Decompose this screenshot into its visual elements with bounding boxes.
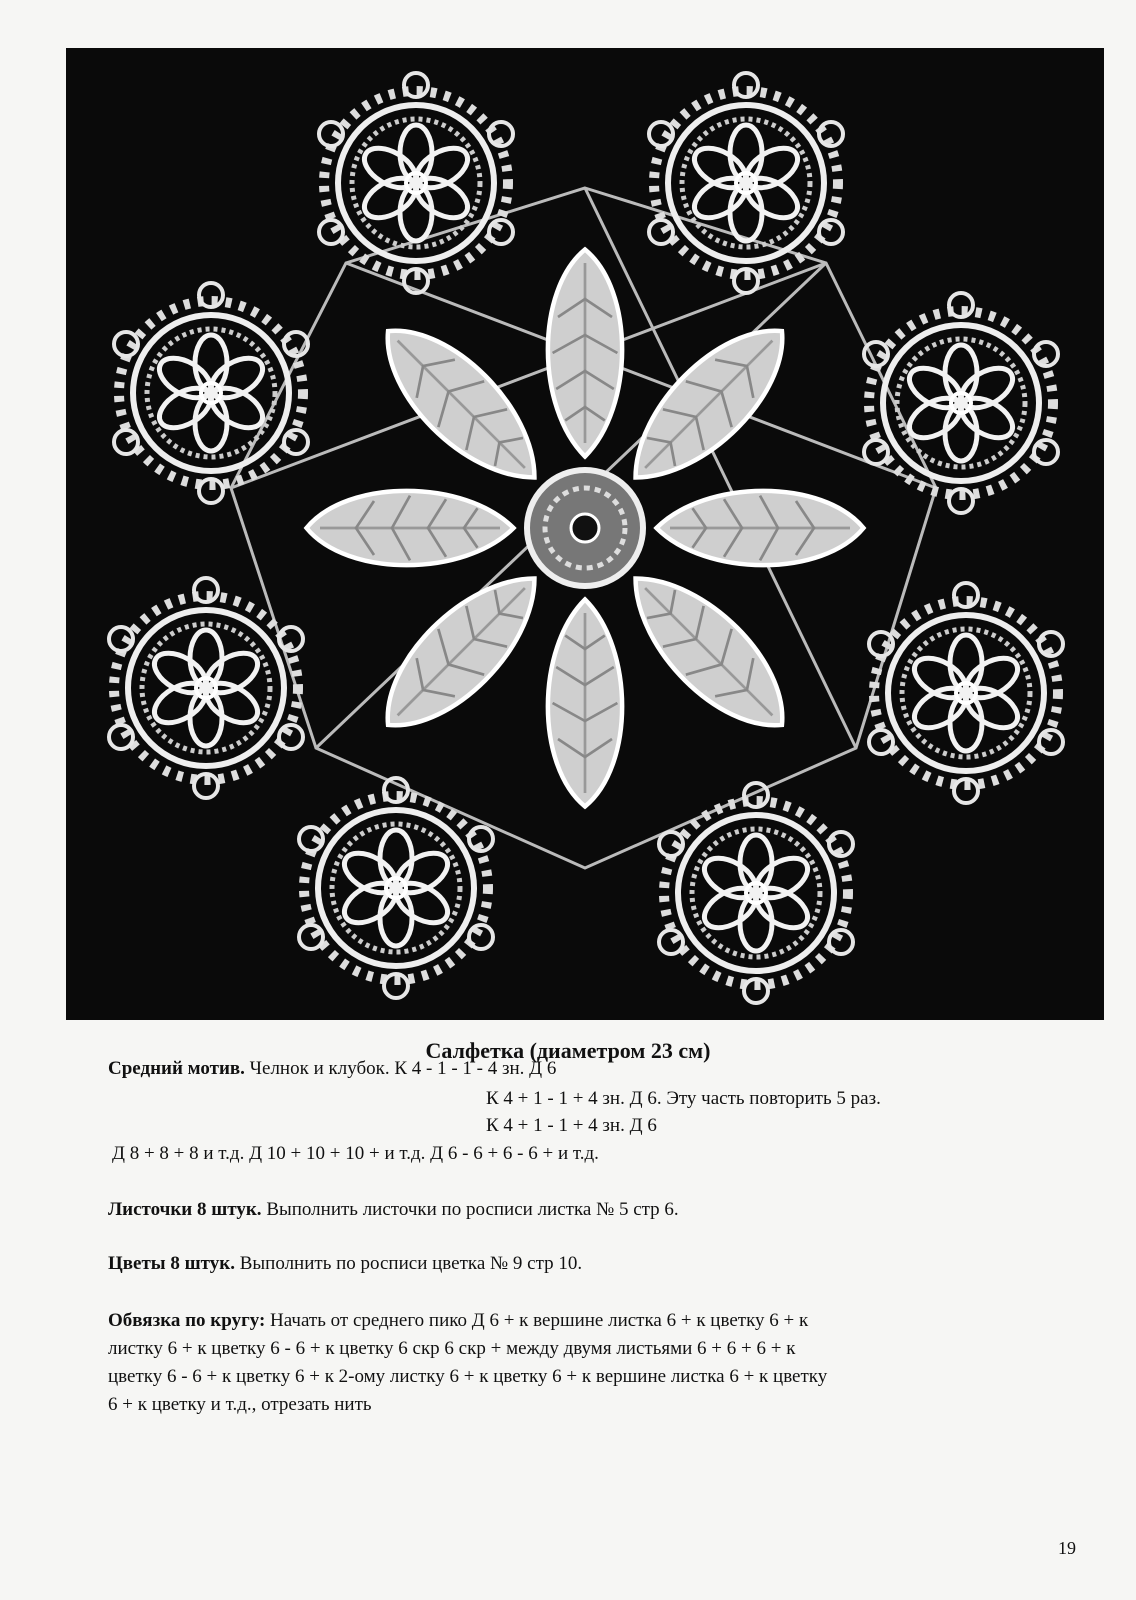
document-title: Салфетка (диаметром 23 см) (425, 1038, 711, 1063)
flowers-section (108, 1253, 582, 1275)
flowers-label: Цветы 8 штук. (108, 1253, 235, 1274)
edging-line-3: цветку 6 - 6 + к цветку 6 + к 2-ому листку 6 + к цветку 6 + к вершине листка 6 + к цветку (108, 1366, 828, 1387)
edging-line-2: листку 6 + к цветку 6 - 6 + к цветку 6 скр 6 скр + между двумя листьями 6 + 6 + 6 + к (108, 1338, 796, 1359)
edging-label: Обвязка по кругу: (108, 1310, 266, 1331)
leaves-text: Выполнить листочки по росписи листка № 5 стр 6. (266, 1199, 679, 1220)
flowers-text: Выполнить по росписи цветка № 9 стр 10. (239, 1253, 583, 1274)
doily-illustration (66, 48, 1104, 1020)
leaves-label: Листочки 8 штук. (108, 1199, 262, 1220)
middle-motif-line-1 (108, 1058, 556, 1080)
edging-text-1: Начать от среднего пико Д 6 + к вершине листка 6 + к цветку 6 + к (270, 1310, 809, 1331)
middle-motif-line-4: Д 8 + 8 + 8 и т.д. Д 10 + 10 + 10 + и т.д. Д 6 - 6 + 6 - 6 + и т.д. (112, 1143, 599, 1164)
leaves-section (108, 1199, 679, 1221)
page-number: 19 (1058, 1538, 1076, 1558)
middle-motif-text-1: Челнок и клубок. К 4 - 1 - 1 - 4 зн. Д 6 (249, 1058, 557, 1079)
middle-motif-line-2: К 4 + 1 - 1 + 4 зн. Д 6. Эту часть повторить 5 раз. (486, 1088, 881, 1109)
middle-motif-label: Средний мотив. (108, 1058, 245, 1079)
middle-motif-line-3: К 4 + 1 - 1 + 4 зн. Д 6 (486, 1115, 657, 1136)
edging-line-1 (108, 1310, 808, 1332)
edging-line-4: 6 + к цветку и т.д., отрезать нить (108, 1394, 372, 1415)
doily-photo (66, 48, 1104, 1020)
